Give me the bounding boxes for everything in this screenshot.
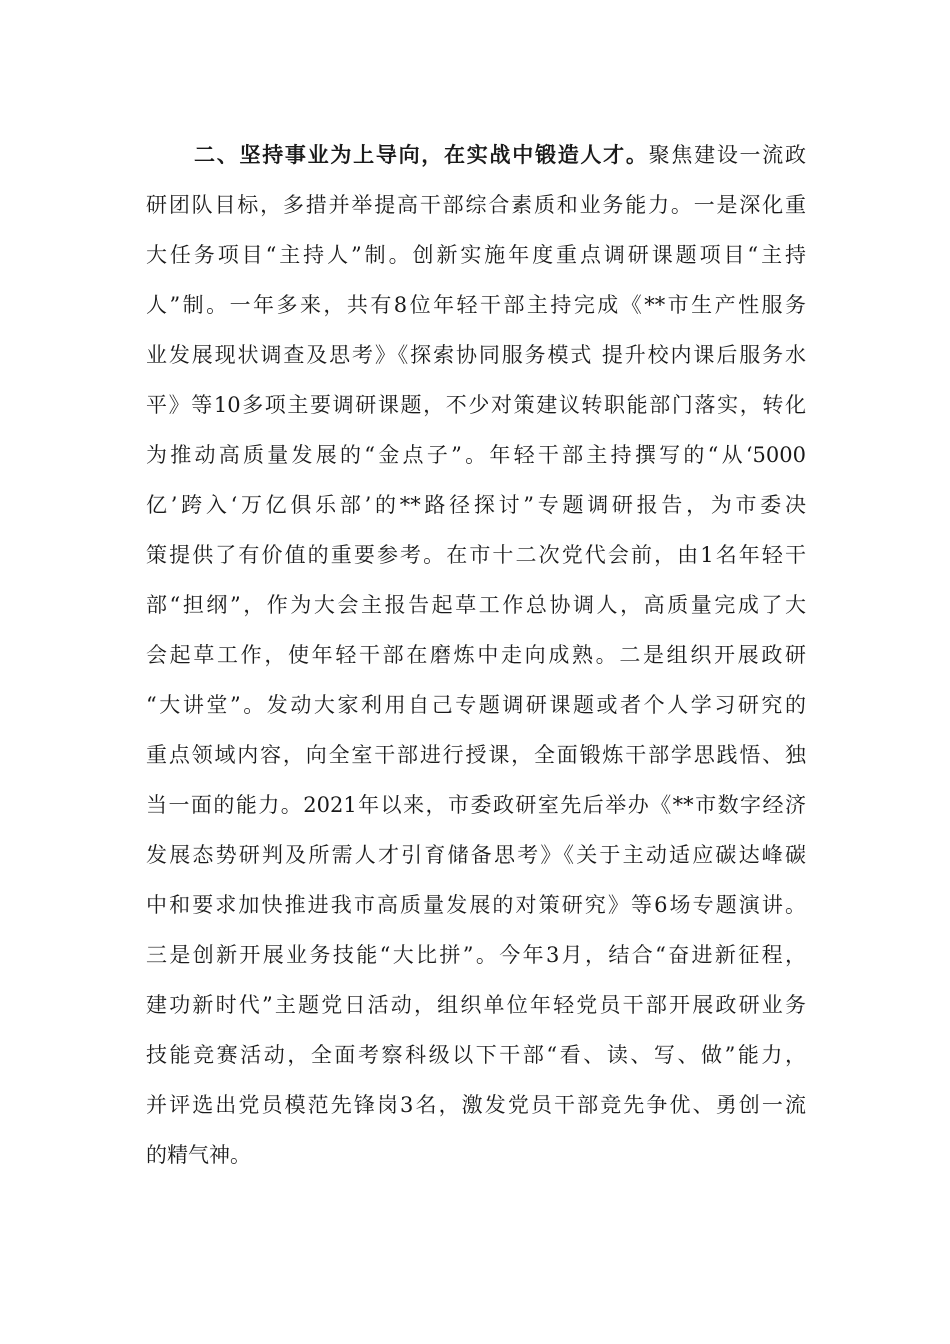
paragraph-line-1	[194, 130, 806, 180]
paragraph-line-16: 中和要求加快推进我市高质量发展的对策研究》等6场专题演讲。	[146, 893, 806, 917]
section-heading: 二、坚持事业为上导向，在实战中锻造人才。	[194, 142, 649, 167]
paragraph-line-13: 重点领域内容，向全室干部进行授课，全面锻炼干部学思践悟、独	[146, 743, 806, 767]
paragraph-line-10: 部“担纲”，作为大会主报告起草工作总协调人，高质量完成了大	[146, 593, 806, 617]
paragraph-line-17: 三是创新开展业务技能“大比拼”。今年3月，结合“奋进新征程，	[146, 943, 806, 967]
paragraph-text: 聚焦建设一流政	[648, 143, 807, 167]
paragraph-line-14: 当一面的能力。2021年以来，市委政研室先后举办《**市数字经济	[146, 793, 806, 817]
paragraph-line-7: 为推动高质量发展的“金点子”。年轻干部主持撰写的“从‘5000	[146, 443, 806, 467]
paragraph-line-2: 研团队目标，多措并举提高干部综合素质和业务能力。一是深化重	[146, 193, 806, 217]
paragraph-line-18: 建功新时代”主题党日活动，组织单位年轻党员干部开展政研业务	[146, 993, 806, 1017]
paragraph-line-21: 的精气神。	[146, 1143, 251, 1167]
paragraph-line-3: 大任务项目“主持人”制。创新实施年度重点调研课题项目“主持	[146, 243, 806, 267]
paragraph-line-15: 发展态势研判及所需人才引育储备思考》《关于主动适应碳达峰碳	[146, 843, 806, 867]
paragraph-line-4: 人”制。一年多来，共有8位年轻干部主持完成《**市生产性服务	[146, 293, 806, 317]
paragraph-line-11: 会起草工作，使年轻干部在磨炼中走向成熟。二是组织开展政研	[146, 643, 806, 667]
paragraph-line-6: 平》等10多项主要调研课题，不少对策建议转职能部门落实，转化	[146, 393, 806, 417]
paragraph-line-9: 策提供了有价值的重要参考。在市十二次党代会前，由1名年轻干	[146, 543, 806, 567]
paragraph-line-8: 亿’跨入‘万亿俱乐部’的**路径探讨”专题调研报告，为市委决	[146, 493, 806, 517]
paragraph-line-12: “大讲堂”。发动大家利用自己专题调研课题或者个人学习研究的	[146, 693, 806, 717]
paragraph-line-19: 技能竞赛活动，全面考察科级以下干部“看、读、写、做”能力，	[146, 1043, 806, 1067]
paragraph-line-5: 业发展现状调查及思考》《探索协同服务模式 提升校内课后服务水	[146, 343, 806, 367]
paragraph-line-20: 并评选出党员模范先锋岗3名，激发党员干部竞先争优、勇创一流	[146, 1093, 806, 1117]
